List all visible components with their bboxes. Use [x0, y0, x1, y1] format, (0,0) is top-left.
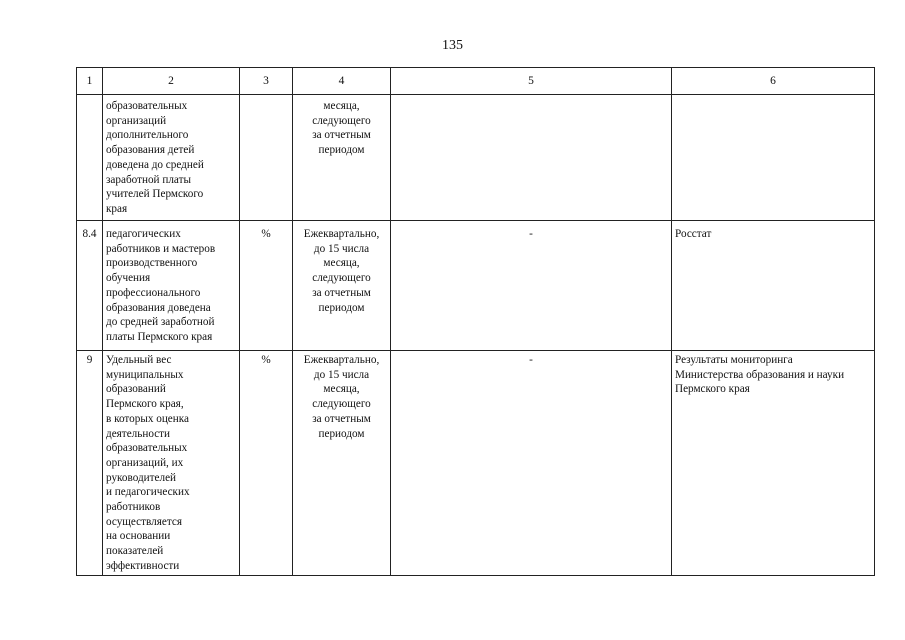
cell-text-line: следующего [312, 398, 371, 411]
cell-text-line: учителей Пермского [106, 188, 204, 201]
data-source [672, 221, 875, 351]
cell-text-line: следующего [312, 114, 371, 127]
indicator-name [103, 351, 240, 576]
cell-text-line: образовательных [106, 442, 188, 455]
column-5-value: - [391, 221, 672, 351]
cell-text-line: и педагогических [106, 486, 190, 499]
cell-text-line: периодом [318, 144, 365, 157]
cell-text-line: образовательных [106, 100, 188, 112]
row-number: 8.4 [77, 221, 103, 351]
header-cell-2: 2 [103, 68, 240, 95]
header-cell-5: 5 [391, 68, 672, 95]
cell-text-line: Ежеквартально, [303, 354, 380, 366]
cell-text-line: образований [106, 383, 166, 396]
reporting-period [293, 95, 391, 221]
cell-text-line: платы Пермского края [106, 330, 213, 343]
unit: % [240, 351, 293, 576]
cell-text-line: организаций, их [106, 456, 184, 469]
data-source [672, 95, 875, 221]
cell-text-line: за отчетным [312, 412, 371, 425]
unit: % [240, 221, 293, 351]
cell-text-line: Пермского края, [106, 398, 184, 411]
row-number: 9 [77, 351, 103, 576]
cell-text-line: работников [106, 501, 161, 514]
cell-text-line: обучения [106, 272, 151, 285]
unit [240, 95, 293, 221]
page-number: 135 [442, 38, 463, 53]
cell-text-line: до средней заработной [106, 316, 215, 329]
cell-text-line: дополнительного [106, 129, 189, 142]
cell-text-line: периодом [318, 301, 365, 314]
cell-text-line: производственного [106, 257, 198, 270]
cell-text-line: руководителей [106, 471, 177, 484]
cell-text-line: осуществляется [106, 515, 182, 528]
header-cell-1: 1 [77, 68, 103, 95]
row-number [77, 95, 103, 221]
cell-text-line: профессионального [106, 286, 201, 299]
reporting-period [293, 351, 391, 576]
cell-text-line: Результаты мониторинга [675, 354, 793, 366]
cell-text-line: Удельный вес [106, 354, 172, 366]
cell-text-line: края [106, 202, 128, 215]
indicator-name [103, 221, 240, 351]
cell-text-line: работников и мастеров [106, 242, 216, 255]
cell-text-line: на основании [106, 530, 171, 543]
cell-text-line: следующего [312, 272, 371, 285]
indicators-table [76, 67, 875, 576]
cell-text-line: эффективности [106, 559, 180, 572]
reporting-period [293, 221, 391, 351]
cell-text-line: месяца, [323, 383, 360, 396]
cell-text-line: организаций [106, 114, 167, 127]
cell-text-line: муниципальных [106, 368, 184, 381]
cell-text-line: до 15 числа [313, 368, 370, 381]
cell-text-line: месяца, [323, 257, 360, 270]
data-source [672, 351, 875, 576]
cell-text-line: Росстат [675, 228, 712, 240]
cell-text-line: деятельности [106, 427, 171, 440]
table-row [77, 221, 875, 351]
cell-text-line: в которых оценка [106, 412, 189, 425]
column-5-value: - [391, 351, 672, 576]
cell-text-line: Пермского края [675, 383, 750, 396]
header-cell-4: 4 [293, 68, 391, 95]
cell-text-line: Ежеквартально, [303, 228, 380, 240]
header-cell-6: 6 [672, 68, 875, 95]
cell-text-line: образования детей [106, 144, 195, 157]
cell-text-line: месяца, [323, 100, 360, 112]
cell-text-line: заработной платы [106, 173, 191, 186]
cell-text-line: показателей [106, 545, 164, 558]
cell-text-line: за отчетным [312, 129, 371, 142]
cell-text-line: до 15 числа [313, 242, 370, 255]
column-5-value [391, 95, 672, 221]
cell-text-line: Министерства образования и науки [675, 368, 845, 381]
indicator-name [103, 95, 240, 221]
cell-text-line: доведена до средней [106, 158, 204, 171]
table-row [77, 95, 875, 221]
table-row [77, 351, 875, 576]
cell-text-line: за отчетным [312, 286, 371, 299]
table-header-row [77, 68, 875, 95]
cell-text-line: педагогических [106, 228, 181, 240]
cell-text-line: периодом [318, 427, 365, 440]
header-cell-3: 3 [240, 68, 293, 95]
cell-text-line: образования доведена [106, 301, 211, 314]
